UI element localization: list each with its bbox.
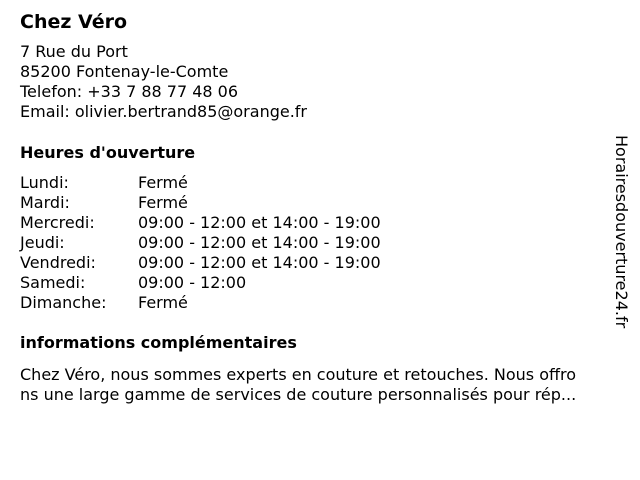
day-hours: 09:00 - 12:00	[138, 273, 247, 292]
day-label: Lundi:	[20, 173, 69, 192]
hours-row	[20, 273, 381, 293]
day-hours: Fermé	[138, 293, 188, 312]
hours-row	[20, 213, 381, 233]
day-label: Mardi:	[20, 193, 70, 212]
day-hours: Fermé	[138, 173, 188, 192]
hours-row	[20, 193, 381, 213]
contact-block	[20, 42, 620, 122]
day-label: Jeudi:	[20, 233, 65, 252]
city-address: 85200 Fontenay-le-Comte	[20, 62, 229, 81]
day-label: Mercredi:	[20, 213, 95, 232]
hours-row	[20, 253, 381, 273]
info-line: ns une large gamme de services de couture personnalisés pour rép...	[20, 385, 577, 404]
street-address: 7 Rue du Port	[20, 42, 128, 61]
day-label: Dimanche:	[20, 293, 107, 312]
day-hours: 09:00 - 12:00 et 14:00 - 19:00	[138, 253, 381, 272]
hours-row	[20, 293, 381, 313]
email-address: Email: olivier.bertrand85@orange.fr	[20, 102, 307, 121]
site-watermark: Horairesdouverture24.fr	[612, 135, 631, 329]
phone-number: Telefon: +33 7 88 77 48 06	[20, 82, 239, 101]
hours-table	[20, 173, 381, 313]
info-line: Chez Véro, nous sommes experts en couture et retouches. Nous offro	[20, 365, 577, 384]
hours-row	[20, 173, 381, 193]
hours-heading: Heures d'ouverture	[20, 143, 196, 162]
info-heading: informations complémentaires	[20, 333, 297, 352]
business-card	[20, 9, 620, 405]
info-description	[20, 365, 630, 405]
day-hours: 09:00 - 12:00 et 14:00 - 19:00	[138, 233, 381, 252]
day-hours: 09:00 - 12:00 et 14:00 - 19:00	[138, 213, 381, 232]
day-label: Vendredi:	[20, 253, 96, 272]
day-label: Samedi:	[20, 273, 86, 292]
day-hours: Fermé	[138, 193, 188, 212]
hours-row	[20, 233, 381, 253]
business-name: Chez Véro	[20, 11, 128, 33]
